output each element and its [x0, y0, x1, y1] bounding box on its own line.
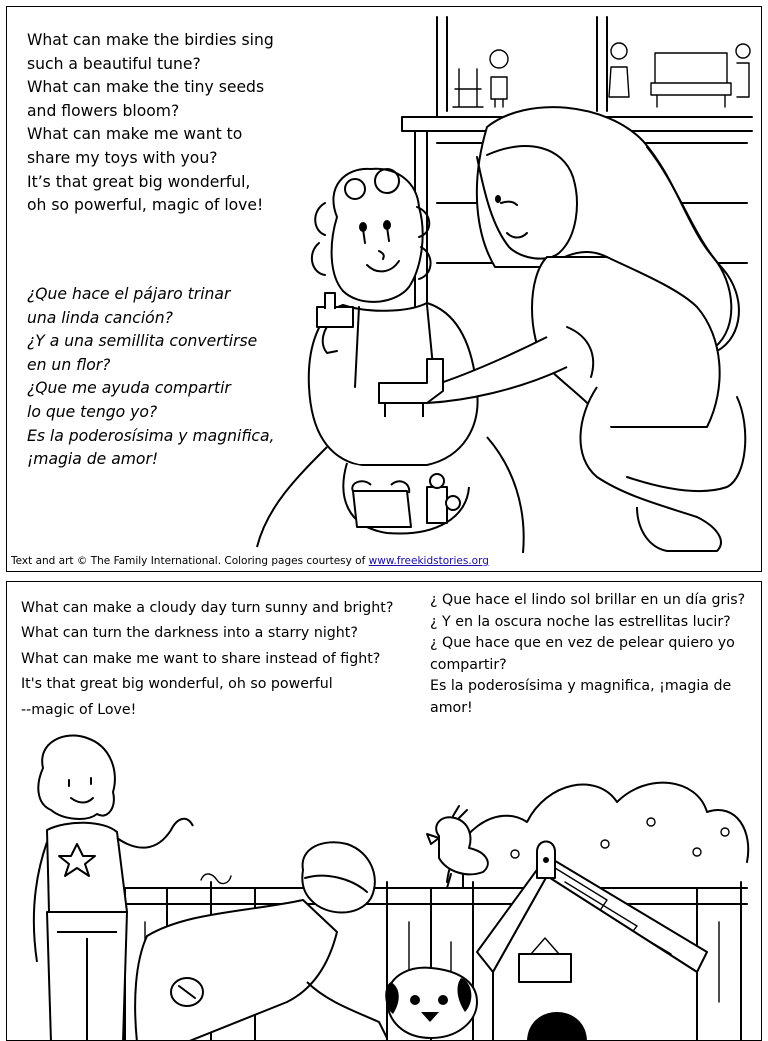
poem-line: ¿ Que hace el lindo sol brillar en un día gris?	[430, 590, 745, 612]
poem-line: What can make the birdies sing	[27, 29, 274, 53]
poem-line: ¿ Y en la oscura noche las estrellitas lucir?	[430, 612, 745, 634]
poem-line: What can make me want to	[27, 123, 274, 147]
poem-line: Es la poderosísima y magnifica, ¡magia de	[430, 676, 745, 698]
poem-line: such a beautiful tune?	[27, 53, 274, 77]
poem-line: What can make me want to share instead of fight?	[21, 647, 393, 672]
poem-line: ¿ Que hace que en vez de pelear quiero yo	[430, 633, 745, 655]
poem-line: share my toys with you?	[27, 147, 274, 171]
poem-line: ¿Que hace el pájaro trinar	[27, 283, 274, 307]
boy-drawing	[135, 842, 387, 1041]
poem-line: ¡magia de amor!	[27, 448, 274, 472]
poem-line: What can turn the darkness into a starry night?	[21, 621, 393, 646]
bird-drawing	[427, 806, 488, 888]
poem-line: --magic of Love!	[21, 698, 393, 723]
poem-line: lo que tengo yo?	[27, 401, 274, 425]
poem-line: and flowers bloom?	[27, 100, 274, 124]
credit-link[interactable]: www.freekidstories.org	[369, 555, 489, 567]
poem-line: una linda canción?	[27, 307, 274, 331]
poem-line: Es la poderosísima y magnifica,	[27, 425, 274, 449]
poem-line: oh so powerful, magic of love!	[27, 194, 274, 218]
poem-line: It’s that great big wonderful,	[27, 171, 274, 195]
poem-line: compartir?	[430, 655, 745, 677]
children-puppy-illustration	[7, 582, 762, 1041]
poem-line: amor!	[430, 698, 745, 720]
poem-line: ¿Que me ayuda compartir	[27, 377, 274, 401]
top-coloring-page	[6, 6, 762, 572]
poem-line: en un flor?	[27, 354, 274, 378]
poem-line: ¿Y a una semillita convertirse	[27, 330, 274, 354]
poem-line: What can make the tiny seeds	[27, 76, 274, 100]
girls-sharing-illustration	[7, 7, 762, 572]
poem-line: What can make a cloudy day turn sunny and bright?	[21, 596, 393, 621]
bottom-coloring-page	[6, 581, 762, 1041]
poem-line: It's that great big wonderful, oh so powerful	[21, 672, 393, 697]
doghouse-drawing	[477, 842, 707, 1041]
credit-text: Text and art © The Family International. Coloring pages courtesy of	[11, 555, 369, 567]
worm-drawing	[201, 874, 231, 884]
puppy-drawing	[385, 968, 477, 1038]
bush-drawing	[447, 783, 748, 882]
